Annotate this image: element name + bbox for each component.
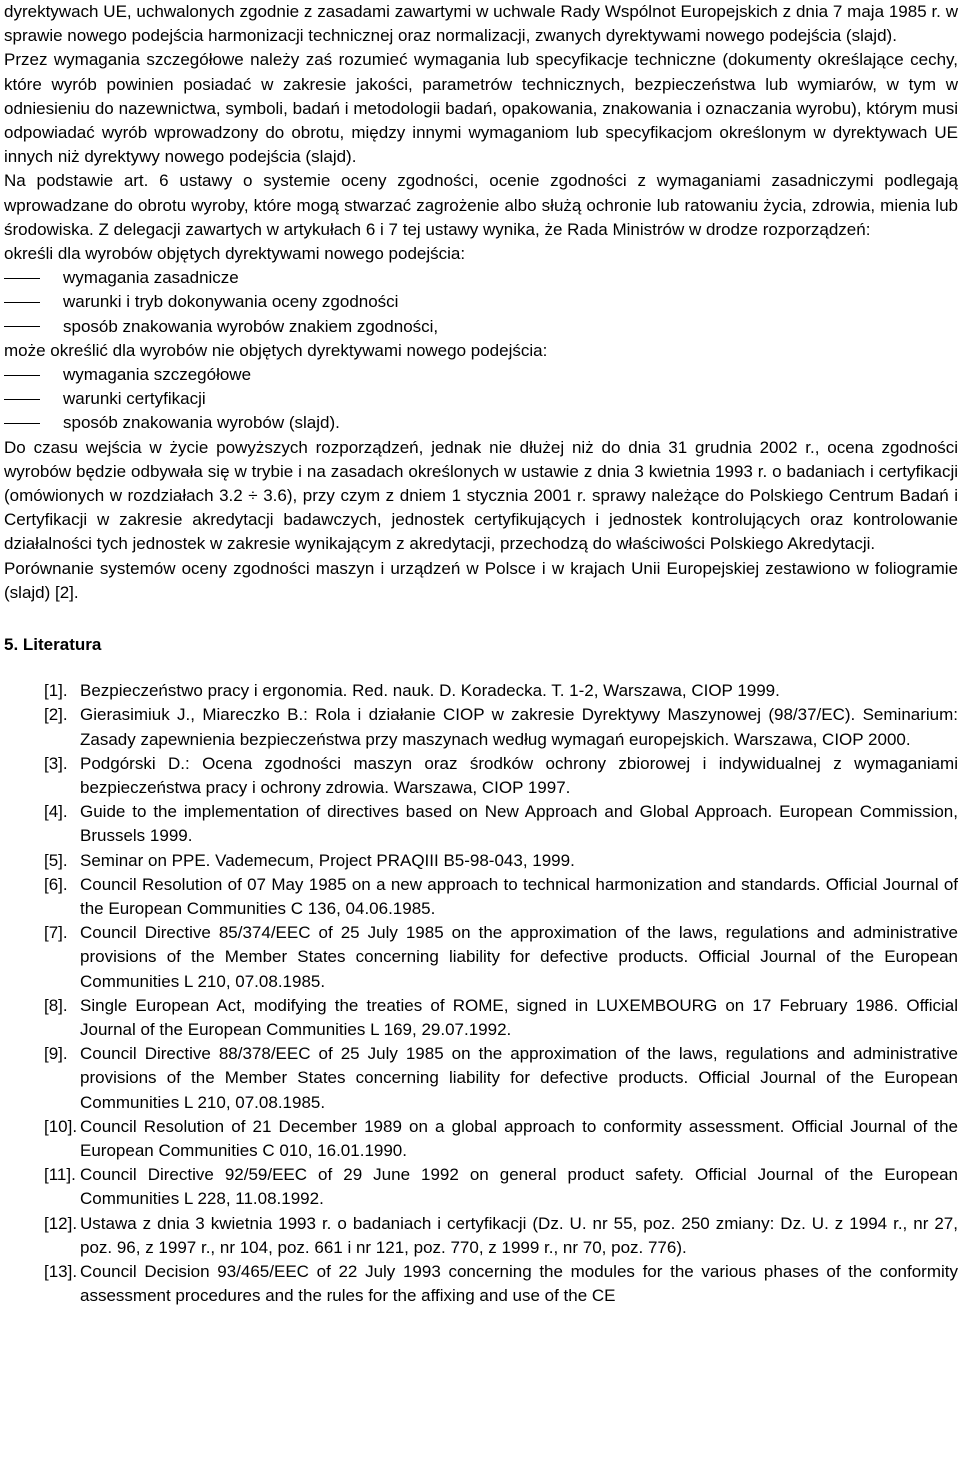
reference-text: Seminar on PPE. Vademecum, Project PRAQIII B5-98-043, 1999. <box>80 850 575 870</box>
dash-bullet <box>4 326 40 327</box>
reference-number: [2]. <box>44 705 68 725</box>
paragraph-old-approach-intro: może określić dla wyrobów nie objętych dyrektywami nowego podejścia: <box>4 340 548 360</box>
list-item-text: wymagania szczegółowe <box>63 365 252 384</box>
list-item-text: warunki i tryb dokonywania oceny zgodności <box>63 292 399 312</box>
reference-item <box>4 800 958 848</box>
document-page <box>4 0 958 1308</box>
reference-text: Bezpieczeństwo pracy i ergonomia. Red. nauk. D. Koradecka. T. 1-2, Warszawa, CIOP 1999. <box>80 681 780 701</box>
reference-item <box>4 1260 958 1308</box>
reference-number: [3]. <box>44 753 68 773</box>
list-item <box>4 315 958 339</box>
list-item-text: warunki certyfikacji <box>63 389 206 409</box>
list-item <box>4 387 958 411</box>
list-item-text: sposób znakowania wyrobów znakiem zgodności, <box>63 316 439 336</box>
paragraph-detailed-requirements: Przez wymagania szczegółowe należy zaś rozumieć wymagania lub specyfikacje techniczne (dokumenty określające cechy, które wyrób powinien posiadać w zakresie jakości, parametrów technicznych, bezpieczeństwa lub wymiarów, w tym w odniesieniu do nazewnictwa, symboli, badań i metodologii badań, opakowania, znakowania i oznaczania wyrobu), którym musi odpowiadać wyrób wprowadzony do obrotu, między innymi wymaganiom lub specyfikacjom określonym w dyrektywach UE innych niż dyrektywy nowego podejścia (slajd). <box>4 50 958 167</box>
list-item <box>4 266 958 290</box>
list-item-text: wymagania zasadnicze <box>63 268 239 288</box>
reference-text: Council Resolution of 21 December 1989 on a global approach to conformity assessment. Official Journal of the European Communities C 010, 16.01.1990. <box>80 1116 958 1161</box>
reference-item <box>4 1115 958 1163</box>
reference-text: Council Directive 88/378/EEC of 25 July 1985 on the approximation of the laws, regulations and administrative provisions of the Member States concerning liability for defective products. Official Journal of the European Communities L 210, 07.08.1985. <box>80 1044 958 1112</box>
reference-text: Ustawa z dnia 3 kwietnia 1993 r. o badaniach i certyfikacji (Dz. U. nr 55, poz. 250 zmiany: Dz. U. z 1994 r., nr 27, poz. 96, z 1997 r., nr 104, poz. 661 i nr 121, poz. 770, z 1999 r., nr 70, poz. 776). <box>80 1213 958 1257</box>
reference-number: [13]. <box>44 1262 78 1282</box>
reference-text: Gierasimiuk J., Miareczko B.: Rola i działanie CIOP w zakresie Dyrektywy Maszynowej (98/37/EC). Seminarium: Zasady zapewnienia bezpieczeństwa przy maszynach według wymagań europejskich. Warszawa, CIOP 2000. <box>80 705 958 749</box>
reference-number: [8]. <box>44 995 68 1015</box>
paragraph-comparison: Porównanie systemów oceny zgodności maszyn i urządzeń w Polsce i w krajach Unii Europejskiej zestawiono w foliogramie (slajd) [2]. <box>4 558 958 602</box>
list-item-text: sposób znakowania wyrobów (slajd). <box>63 413 340 433</box>
reference-item <box>4 921 958 994</box>
reference-text: Single European Act, modifying the treaties of ROME, signed in LUXEMBOURG on 17 February 1986. Official Journal of the European Communities L 169, 29.07.1992. <box>80 995 958 1040</box>
dash-bullet <box>4 423 40 424</box>
list-item <box>4 411 958 435</box>
reference-number: [1]. <box>44 681 68 701</box>
list-item <box>4 290 958 314</box>
reference-number: [10]. <box>44 1116 78 1136</box>
reference-item <box>4 1163 958 1211</box>
list-old-approach <box>4 363 958 436</box>
reference-number: [12]. <box>44 1213 78 1233</box>
references-list <box>4 679 958 1308</box>
reference-number: [5]. <box>44 850 68 870</box>
paragraph-directives: dyrektywach UE, uchwalonych zgodnie z zasadami zawartymi w uchwale Rady Wspólnot Europejskich z dnia 7 maja 1985 r. w sprawie nowego podejścia harmonizacji technicznej oraz normalizacji, zwanych dyrektywami nowego podejścia (slajd). <box>4 2 958 46</box>
paragraph-transition: Do czasu wejścia w życie powyższych rozporządzeń, jednak nie dłużej niż do dnia 31 grudnia 2002 r., ocena zgodności wyrobów będzie odbywała się w trybie i na zasadach określonych w ustawie z dnia 3 kwietnia 1993 r. o badaniach i certyfikacji (omówionych w rozdziałach 3.2 ÷ 3.6), przy czym z dniem 1 stycznia 2001 r. sprawy należące do Polskiego Centrum Badań i Certyfikacji w zakresie akredytacji badawczych, jednostek certyfikujących i jednostek kontrolujących oraz kontrolowanie działalności tych jednostek w zakresie wynikającym z akredytacji, przechodzą do właściwości Polskiego Akredytacji. <box>4 437 958 554</box>
reference-item <box>4 1212 958 1260</box>
paragraph-article-6: Na podstawie art. 6 ustawy o systemie oceny zgodności, ocenie zgodności z wymaganiami zasadniczymi podlegają wprowadzane do obrotu wyroby, które mogą stwarzać zagrożenie albo służą ochronie lub ratowaniu życia, zdrowia, mienia lub środowiska. Z delegacji zawartych w artykułach 6 i 7 tej ustawy wynika, że Rada Ministrów w drodze rozporządzeń: <box>4 171 958 239</box>
reference-text: Council Directive 85/374/EEC of 25 July 1985 on the approximation of the laws, regulations and administrative provisions of the Member States concerning liability for defective products. Official Journal of the European Communities L 210, 07.08.1985. <box>80 923 958 991</box>
reference-number: [6]. <box>44 874 68 894</box>
reference-item <box>4 849 958 873</box>
reference-text: Council Resolution of 07 May 1985 on a new approach to technical harmonization and standards. Official Journal of the European Communities C 136, 04.06.1985. <box>80 874 958 919</box>
reference-number: [9]. <box>44 1044 68 1064</box>
dash-bullet <box>4 375 40 376</box>
section-heading: 5. Literatura <box>4 634 102 654</box>
reference-number: [7]. <box>44 923 68 943</box>
paragraph-new-approach-intro: określi dla wyrobów objętych dyrektywami nowego podejścia: <box>4 244 466 264</box>
reference-item <box>4 994 958 1042</box>
dash-bullet <box>4 302 40 303</box>
reference-item <box>4 679 958 703</box>
list-new-approach <box>4 266 958 339</box>
reference-text: Council Decision 93/465/EEC of 22 July 1993 concerning the modules for the various phases of the conformity assessment procedures and the rules for the affixing and use of the CE <box>80 1262 958 1306</box>
reference-text: Podgórski D.: Ocena zgodności maszyn oraz środków ochrony zbiorowej i indywidualnej z wymaganiami bezpieczeństwa pracy i ochrony zdrowia. Warszawa, CIOP 1997. <box>80 753 958 797</box>
dash-bullet <box>4 399 40 400</box>
reference-item <box>4 752 958 800</box>
reference-item <box>4 873 958 921</box>
list-item <box>4 363 958 387</box>
reference-number: [4]. <box>44 802 68 822</box>
reference-item <box>4 703 958 751</box>
reference-item <box>4 1042 958 1115</box>
reference-number: [11]. <box>44 1165 76 1185</box>
dash-bullet <box>4 278 40 279</box>
reference-text: Council Directive 92/59/EEC of 29 June 1992 on general product safety. Official Journal of the European Communities L 228, 11.08.1992. <box>80 1165 958 1209</box>
reference-text: Guide to the implementation of directives based on New Approach and Global Approach. European Commission, Brussels 1999. <box>80 802 958 846</box>
